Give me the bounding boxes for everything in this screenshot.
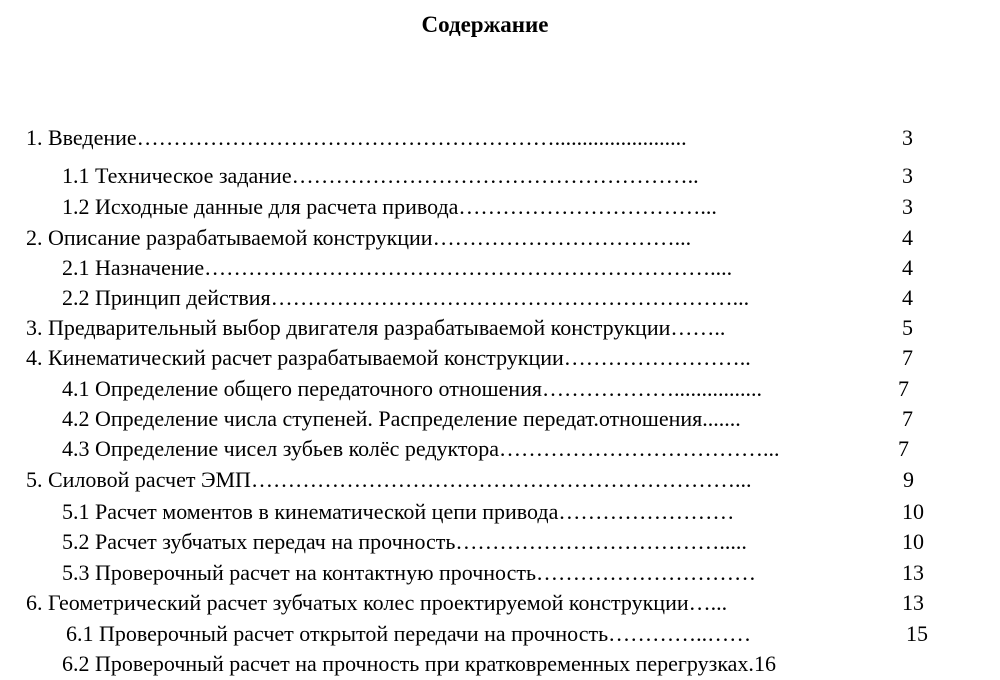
toc-page-3: 5 (902, 315, 913, 340)
toc-entry-6-1 (66, 619, 751, 649)
toc-entry-text: 1.2 Исходные данные для расчета привода……………………………... (62, 194, 717, 219)
toc-page-1-1: 3 (902, 163, 913, 188)
toc-entry-6-2 (62, 649, 776, 679)
toc-entry-text: 4.1 Определение общего передаточного отношения………………................ (62, 376, 762, 401)
toc-entry-text: 4.3 Определение чисел зубьев колёс редуктора………………………………... (62, 436, 780, 461)
toc-entry-1 (26, 123, 687, 153)
toc-page-4-2: 7 (902, 406, 913, 431)
toc-page-4-1: 7 (898, 376, 909, 401)
toc-entry-3 (26, 313, 725, 343)
toc-page-5: 9 (903, 467, 914, 492)
toc-entry-text: 6. Геометрический расчет зубчатых колес проектируемой конструкции…... (26, 590, 728, 615)
toc-entry-2-1 (62, 253, 732, 283)
toc-entry-text: 5.3 Проверочный расчет на контактную прочность………………………… (62, 560, 757, 585)
toc-entry-1-2 (62, 192, 717, 222)
toc-page-2-2: 4 (902, 285, 913, 310)
toc-entry-4 (26, 343, 751, 373)
toc-entry-4-3 (62, 434, 780, 464)
toc-page-6-1: 15 (906, 621, 928, 646)
toc-page-2: 4 (902, 225, 913, 250)
toc-page-5-3: 13 (902, 560, 924, 585)
toc-page-5-2: 10 (902, 529, 924, 554)
page-title: Содержание (421, 12, 549, 37)
toc-page-1-2: 3 (902, 194, 913, 219)
toc-entry-text: 4. Кинематический расчет разрабатываемой конструкции…………………….. (26, 345, 751, 370)
toc-entry-1-1 (62, 161, 699, 191)
toc-entry-5-1 (62, 497, 734, 527)
toc-entry-4-1 (62, 374, 762, 404)
toc-entry-text: 6.2 Проверочный расчет на прочность при кратковременных перегрузках. (62, 651, 754, 676)
toc-page-6: 13 (902, 590, 924, 615)
toc-entry-text: 5.1 Расчет моментов в кинематической цепи привода…………………… (62, 499, 735, 524)
toc-entry-text: 1.1 Техническое задание……………………………………………….. (62, 163, 699, 188)
toc-entry-text: 4.2 Определение числа ступеней. Распределение передат.отношения....... (62, 406, 741, 431)
toc-page-1: 3 (902, 125, 913, 150)
toc-entry-text: 3. Предварительный выбор двигателя разрабатываемой конструкции…….. (26, 315, 726, 340)
toc-entry-5 (26, 465, 751, 495)
toc-entry-2-2 (62, 283, 749, 313)
toc-entry-text: 2. Описание разрабатываемой конструкции……………………………... (26, 225, 692, 250)
toc-entry-text: 5.2 Расчет зубчатых передач на прочность………………………………..... (62, 529, 747, 554)
toc-page-4: 7 (902, 345, 913, 370)
toc-entry-text: 6.1 Проверочный расчет открытой передачи на прочность…………..…… (66, 621, 752, 646)
toc-entry-text: 2.2 Принцип действия………………………………………………………... (62, 285, 750, 310)
toc-entry-text: 2.1 Назначение…………………………………………………………….... (62, 255, 733, 280)
toc-entry-text: 5. Силовой расчет ЭМП…………………………………………………………... (26, 467, 752, 492)
toc-page-5-1: 10 (902, 499, 924, 524)
toc-entry-4-2 (62, 404, 741, 434)
toc-entry-2 (26, 223, 691, 253)
toc-entry-text: 1. Введение…………………………………………………........................ (26, 125, 687, 150)
toc-page-6-2: 16 (753, 651, 776, 676)
toc-entry-5-3 (62, 558, 756, 588)
toc-page-4-3: 7 (898, 436, 909, 461)
toc-page-2-1: 4 (902, 255, 913, 280)
toc-entry-5-2 (62, 527, 747, 557)
toc-entry-6 (26, 588, 727, 618)
